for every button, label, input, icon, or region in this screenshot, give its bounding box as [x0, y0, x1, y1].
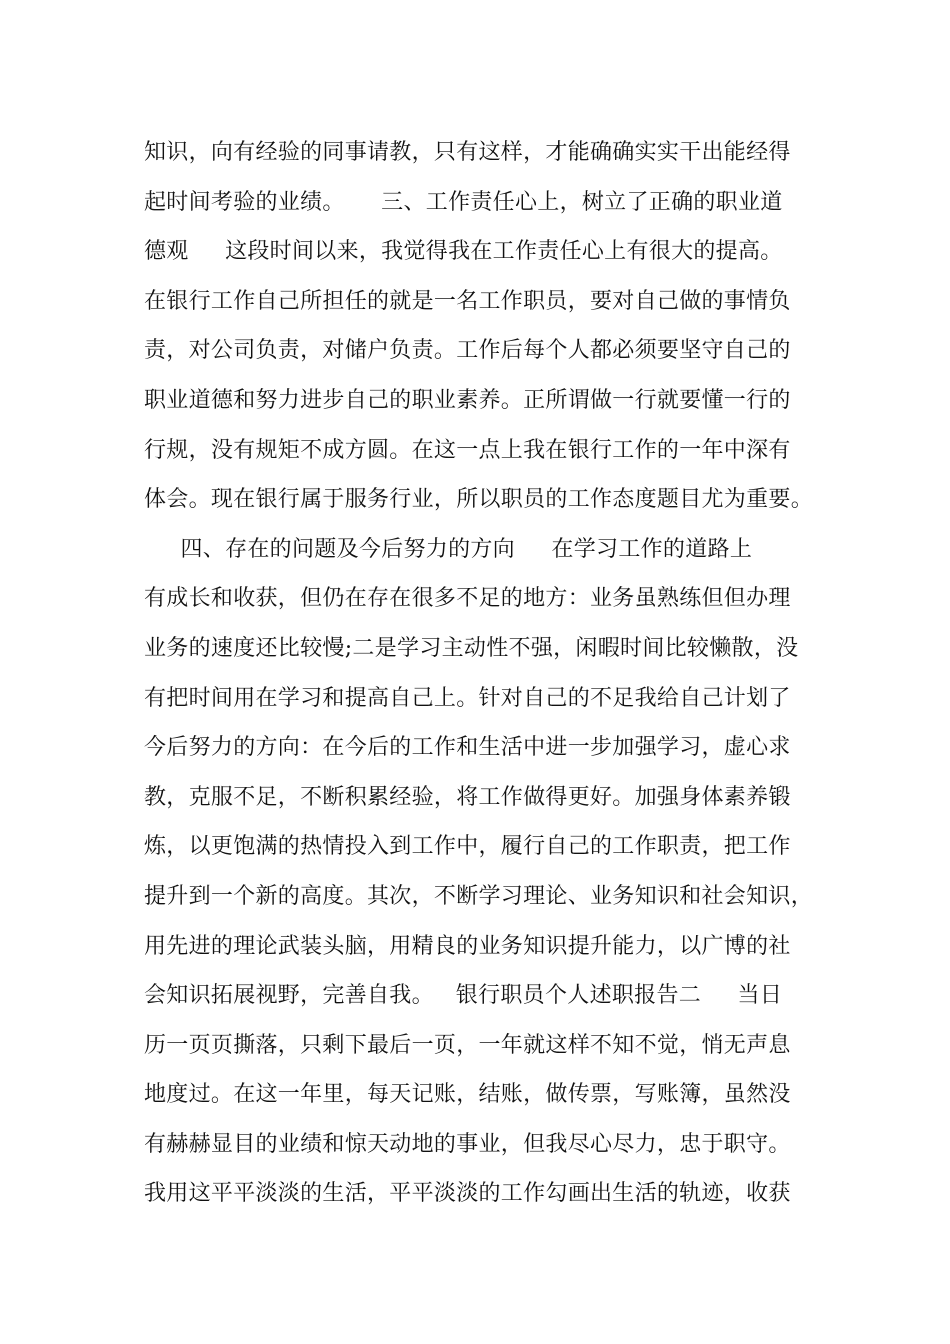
text-line: 提升到一个新的高度。其次，不断学习理论、业务知识和社会知识，	[144, 883, 814, 909]
text-line: 今后努力的方向：在今后的工作和生活中进一步加强学习，虚心求	[144, 735, 791, 761]
text-line: 行规，没有规矩不成方圆。在这一点上我在银行工作的一年中深有	[144, 437, 791, 463]
text-line: 责，对公司负责，对储户负责。工作后每个人都必须要坚守自己的	[144, 338, 791, 364]
text-line: 我用这平平淡淡的生活，平平淡淡的工作勾画出生活的轨迹，收获	[144, 1181, 791, 1207]
text-line: 有把时间用在学习和提高自己上。针对自己的不足我给自己计划了	[144, 685, 791, 711]
text-line: 炼，以更饱满的热情投入到工作中，履行自己的工作职责，把工作	[144, 834, 791, 860]
text-line: 历一页页撕落，只剩下最后一页，一年就这样不知不觉，悄无声息	[144, 1032, 791, 1058]
text-line: 有成长和收获，但仍在存在很多不足的地方：业务虽熟练但但办理	[144, 586, 791, 612]
text-line: 职业道德和努力进步自己的职业素养。正所谓做一行就要懂一行的	[144, 387, 791, 413]
text-line: 德观 这段时间以来，我觉得我在工作责任心上有很大的提高。	[144, 239, 783, 265]
text-line: 地度过。在这一年里，每天记账，结账，做传票，写账簿，虽然没	[144, 1082, 791, 1108]
text-line: 教，克服不足，不断积累经验，将工作做得更好。加强身体素养锻	[144, 784, 791, 810]
text-line: 四、存在的问题及今后努力的方向 在学习工作的道路上	[144, 536, 753, 562]
body-text	[144, 128, 844, 1219]
text-line: 在银行工作自己所担任的就是一名工作职员，要对自己做的事情负	[144, 288, 791, 314]
text-line: 业务的速度还比较慢;二是学习主动性不强，闲暇时间比较懒散，没	[144, 635, 799, 661]
text-line: 用先进的理论武装头脑，用精良的业务知识提升能力，以广博的社	[144, 933, 791, 959]
text-line: 知识，向有经验的同事请教，只有这样，才能确确实实干出能经得	[144, 140, 791, 165]
text-line: 会知识拓展视野，完善自我。 银行职员个人述职报告二 当日	[144, 983, 783, 1009]
text-line: 有赫赫显目的业绩和惊天动地的事业，但我尽心尽力，忠于职守。	[144, 1131, 791, 1157]
text-line: 体会。现在银行属于服务行业，所以职员的工作态度题目尤为重要。	[144, 487, 814, 513]
text-line: 起时间考验的业绩。 三、工作责任心上，树立了正确的职业道	[144, 189, 783, 215]
